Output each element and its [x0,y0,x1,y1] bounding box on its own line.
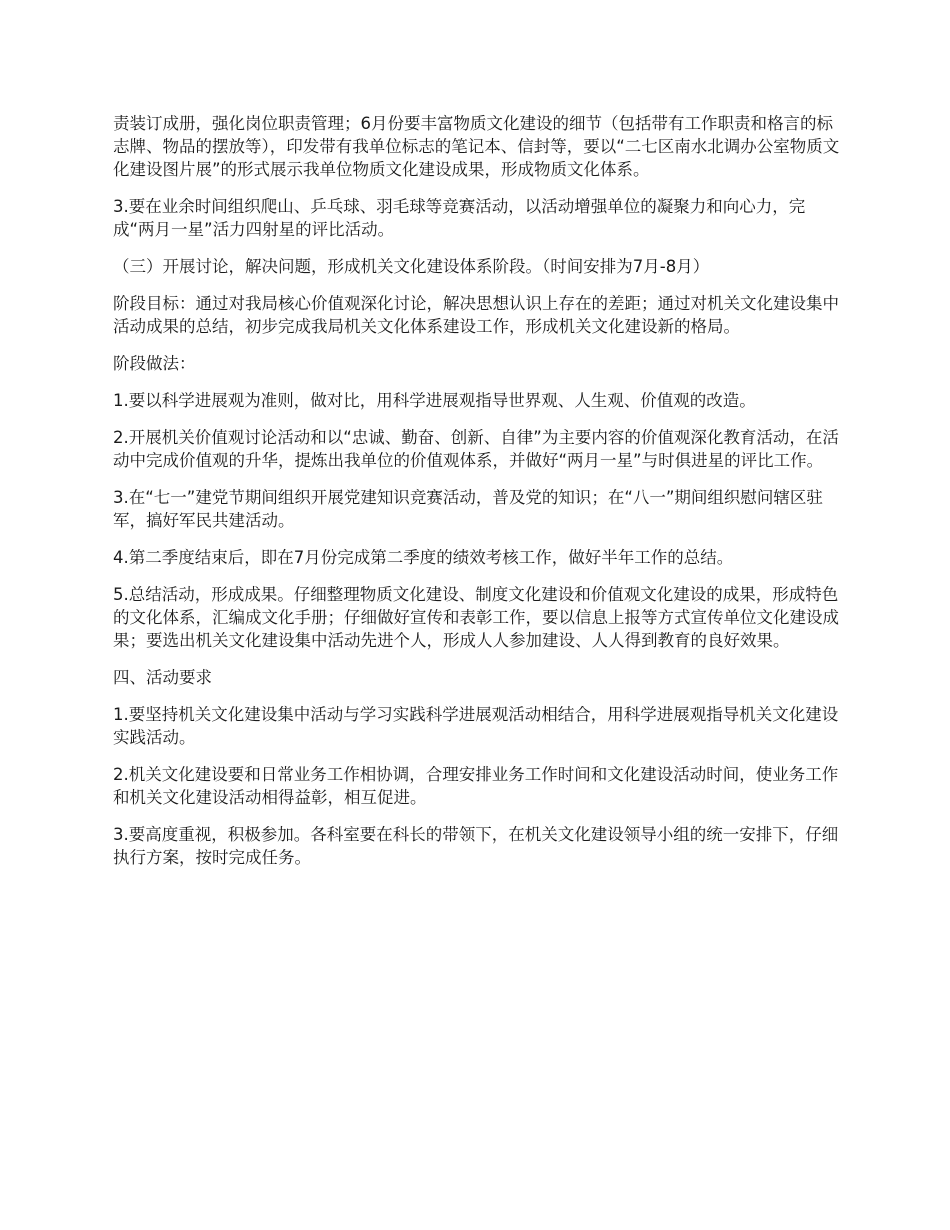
list-item-2: 2.开展机关价值观讨论活动和以“忠诚、勤奋、创新、自律”为主要内容的价值观深化教育活动，在活动中完成价值观的升华，提炼出我单位的价值观体系，并做好“两月一星”与时俱进星的评比工作。 [113,428,839,470]
list-item-1: 1.要以科学进展观为准则，做对比，用科学进展观指导世界观、人生观、价值观的改造。 [113,391,756,410]
requirement-item-3: 3.要高度重视，积极参加。各科室要在科长的带领下，在机关文化建设领导小组的统一安排下，仔细执行方案，按时完成任务。 [113,825,839,867]
document-body [113,112,843,883]
paragraph-material-culture: 责装订成册，强化岗位职责管理；6月份要丰富物质文化建设的细节（包括带有工作职责和格言的标志牌、物品的摆放等），印发带有我单位标志的笔记本、信封等，要以“二七区南水北调办公室物质文化建设图片展”的形式展示我单位物质文化建设成果，形成物质文化体系。 [113,114,840,179]
list-item-4: 4.第二季度结束后，即在7月份完成第二季度的绩效考核工作，做好半年工作的总结。 [113,548,734,567]
list-item-3: 3.在“七一”建党节期间组织开展党建知识竞赛活动，普及党的知识；在“八一”期间组织慰问辖区驻军，搞好军民共建活动。 [113,488,823,530]
section-heading-requirements: 四、活动要求 [113,668,212,687]
paragraph-competition-activities: 3.要在业余时间组织爬山、乒乓球、羽毛球等竞赛活动，以活动增强单位的凝聚力和向心力，完成“两月一星”活力四射星的评比活动。 [113,197,806,239]
section-heading-stage-three: （三）开展讨论，解决问题，形成机关文化建设体系阶段。（时间安排为7月-8月） [113,257,710,276]
requirement-item-2: 2.机关文化建设要和日常业务工作相协调，合理安排业务工作时间和文化建设活动时间，使业务工作和机关文化建设活动相得益彰，相互促进。 [113,765,839,807]
list-item-5: 5.总结活动，形成成果。仔细整理物质文化建设、制度文化建设和价值观文化建设的成果，形成特色的文化体系，汇编成文化手册；仔细做好宣传和表彰工作，要以信息上报等方式宣传单位文化建设成果；要选出机关文化建设集中活动先进个人，形成人人参加建设、人人得到教育的良好效果。 [113,585,839,650]
paragraph-stage-goal: 阶段目标：通过对我局核心价值观深化讨论，解决思想认识上存在的差距；通过对机关文化建设集中活动成果的总结，初步完成我局机关文化体系建设工作，形成机关文化建设新的格局。 [113,294,839,336]
paragraph-stage-method-label: 阶段做法： [113,354,196,373]
requirement-item-1: 1.要坚持机关文化建设集中活动与学习实践科学进展观活动相结合，用科学进展观指导机关文化建设实践活动。 [113,705,839,747]
